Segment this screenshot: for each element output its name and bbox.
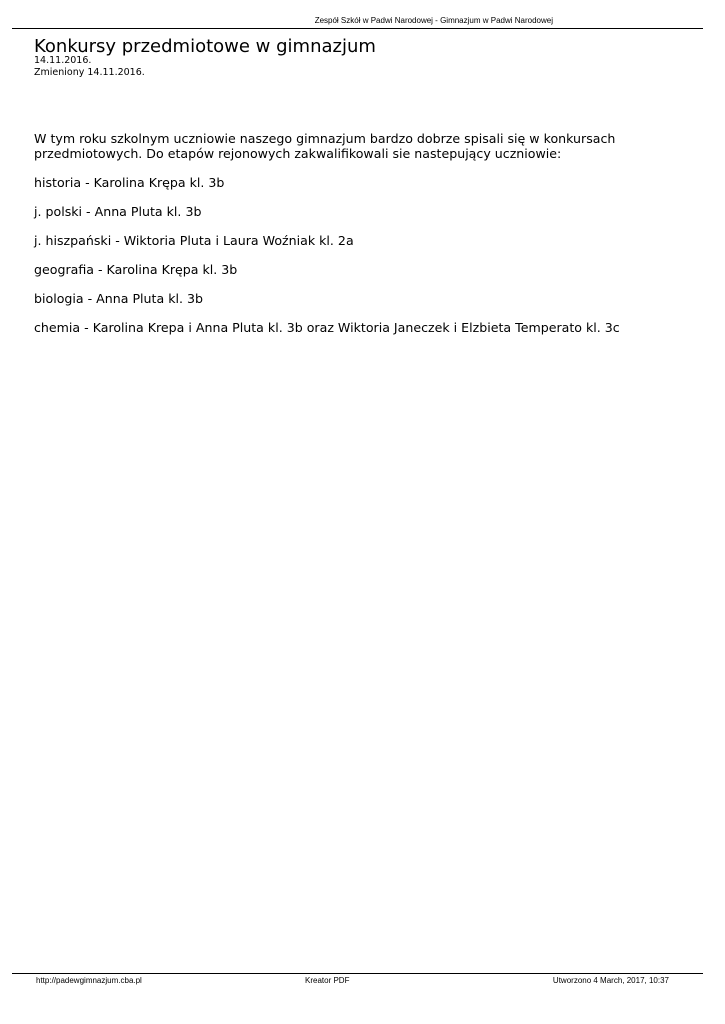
article-title: Konkursy przedmiotowe w gimnazjum (34, 36, 376, 57)
list-item: j. polski - Anna Pluta kl. 3b (34, 204, 202, 219)
list-item: chemia - Karolina Krepa i Anna Pluta kl. 3b oraz Wiktoria Janeczek i Elzbieta Temperato kl. 3c (34, 320, 620, 335)
article-modified-date: Zmieniony 14.11.2016. (34, 67, 145, 78)
article-intro: W tym roku szkolnym uczniowie naszego gimnazjum bardzo dobrze spisali się w konkursach przedmiotowych. Do etapów rejonowych zakwalifikowali sie nastepujący uczniowie: (34, 131, 616, 161)
footer-created-date: Utworzono 4 March, 2017, 10:37 (552, 976, 669, 985)
list-item: historia - Karolina Krępa kl. 3b (34, 175, 225, 190)
page-header: Zespół Szkół w Padwi Narodowej - Gimnazjum w Padwi Narodowej (314, 16, 553, 25)
article-body (34, 131, 674, 349)
article-date: 14.11.2016. (34, 55, 92, 66)
list-item: j. hiszpański - Wiktoria Pluta i Laura Woźniak kl. 2a (34, 233, 354, 248)
header-divider (12, 28, 703, 29)
list-item: geografia - Karolina Krępa kl. 3b (34, 262, 238, 277)
list-item: biologia - Anna Pluta kl. 3b (34, 291, 204, 306)
footer-generator: Kreator PDF (305, 976, 350, 985)
footer-url: http://padewgimnazjum.cba.pl (36, 976, 142, 985)
footer-divider (12, 973, 703, 974)
